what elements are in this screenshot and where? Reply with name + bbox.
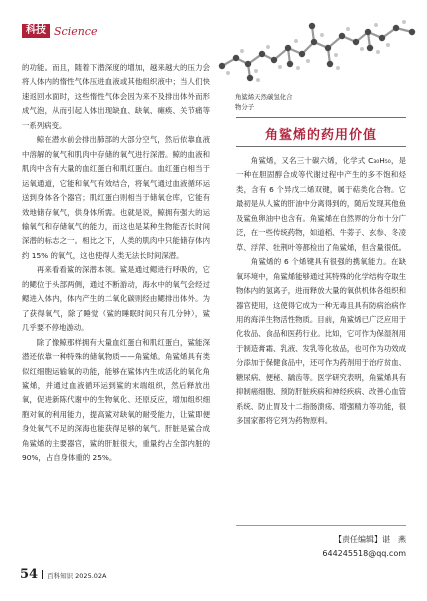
article-title-box [236, 117, 406, 147]
page-number: 54 [20, 567, 39, 582]
paragraph: 的功能。而且，随着下潜深度的增加，越来越大的压力会将人体内的惰性气体压进血液或其他组织液中；当人们快速返回水面时，这些惰性气体会因为来不及排出体外而形成气泡，从而引起人体出现缺血、缺氧、瘫痪、关节痛等一系列病变。 [22, 63, 210, 130]
page-footer [20, 567, 107, 582]
editor-email: 644245518@qq.com [322, 549, 406, 558]
molecule-caption: 角鲨烯天然碳氢化合物分子 [235, 93, 293, 111]
paragraph: 再来看看鲨的深潜本领。鲨是通过鳃进行呼吸的，它的鳃位于头部两侧，通过不断游动，海水中的氧气会经过鳃进入体内，体内产生的二氧化碳则经由鳃排出体外。为了获得氧气，除了睡觉（鲨的睡眠时间只有几分钟），鲨几乎要不停地游动。 [22, 265, 210, 333]
section-name: Science [54, 24, 98, 38]
editor-info [318, 533, 406, 561]
footer-divider [42, 570, 43, 579]
editor-label: 【责任编辑】谌 燕 [334, 535, 406, 544]
section-header [22, 24, 97, 38]
editor-divider [236, 525, 406, 526]
paragraph: 鲸在潜水前会排出肺部的大部分空气，然后依靠血液中溶解的氧气和肌肉中存储的氧气进行深潜。鲸的血液和肌肉中含有大量的血红蛋白和肌红蛋白。血红蛋白相当于运氧通道，它能和氧气有效结合，将氧气通过血液循环运送到身体各个器官；肌红蛋白则相当于储氧仓库，它能有效地储存氧气，供身体所需。也就是说，鲸拥有强大的运输氧气和存储氧气的能力，而这也是某种生物能否长时间深潜的标志之一。相比之下，人类的肌肉中只能储存体内约 15% 的氧气，这也使得人类无法长时间深潜。 [22, 135, 210, 260]
section-tag: 科技 [22, 24, 50, 38]
paragraph: 角鲨烯，又名三十碳六烯，化学式 C₃₀H₅₀，是一种在胆固醇合成等代谢过程中产生的多不饱和烃类，含有 6 个异戊二烯双键，属于萜类化合物。它最初是从人鲨的肝油中分离得到的，随后发现其他鱼及鲨鱼卵油中也含有。角鲨烯在自然界的分布十分广泛，在一些传统药物，如道稻、牛蒡子、玄参、冬凌草、浮萍、牡荆叶等都检出了角鲨烯，但含量很低。 [236, 156, 406, 252]
squalene-molecule-image [218, 18, 418, 84]
right-column [236, 154, 406, 429]
journal-issue: 百科知识 2025.02A [47, 572, 107, 580]
left-column [22, 61, 210, 466]
paragraph: 角鲨烯的 6 个烯键具有很强的携氧能力。在缺氧环境中，角鲨烯能够通过其特殊的化学结构夺取生物体内的氢离子，进而释放大量的氧供机体各组织和器官使用，这使得它成为一种无毒且具有防病治病作用的海洋生物活性物质。目前，角鲨烯已广泛应用于化妆品、食品和医药行业。比如，它可作为保湿剂用于制造膏霜、乳液、发乳等化妆品，也可作为功效成分添加于保健食品中，还可作为药剂用于治疗贫血、糖尿病、便秘、龋齿等。医学研究表明，角鲨烯具有抑制癌细胞、预防肝脏疾病和神经疾病、改善心血管系统、防止胃及十二指肠溃疡、增强精力等功能，很多国家都将它列为药物原料。 [236, 257, 406, 426]
paragraph: 除了像鲸那样拥有大量血红蛋白和肌红蛋白，鲨能深潜还依靠一种特殊的储氧物质——角鲨烯。角鲨烯具有类似红细胞运输氧的功能，能够在鲨体内生成活化的氧化角鲨烯，并通过血液循环运到鲨的末端组织，然后释放出氧，促进新陈代谢中的生物氧化、还原反应，增加组织细胞对氧的利用能力，提高鲨对缺氧的耐受能力，让鲨即便身处氧气不足的深海也能获得足够的氧气。肝脏是鲨合成角鲨烯的主要器官，鲨的肝脏很大，重量约占全部内脏的 90%，占自身体重的 25%。 [22, 337, 210, 463]
article-title: 角鲨烯的药用价值 [264, 128, 377, 143]
